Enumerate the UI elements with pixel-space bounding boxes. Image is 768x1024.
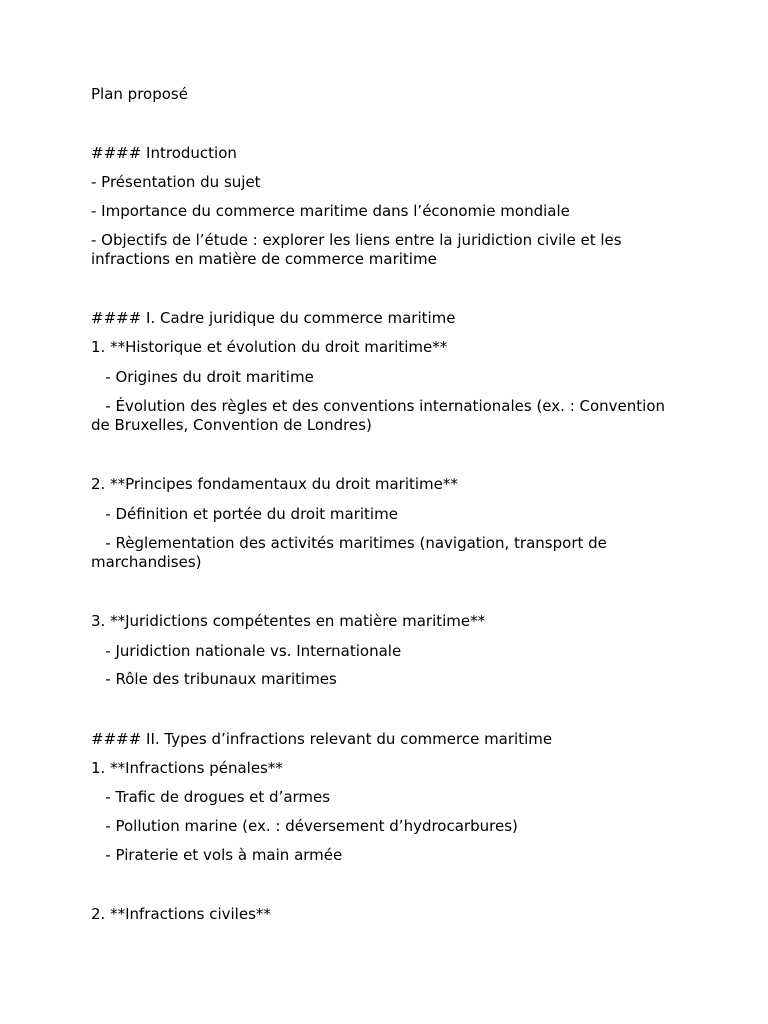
section-2-point-1: 1. **Infractions pénales**: [91, 759, 283, 777]
section-1-point-1-item: - Origines du droit maritime: [91, 368, 314, 386]
section-1-point-3-item: - Juridiction nationale vs. Internationale: [91, 642, 402, 660]
section-1-point-3-item: - Rôle des tribunaux maritimes: [91, 670, 337, 688]
section-1-point-1-item: - Évolution des règles et des conventions internationales (ex. : Convention de Bruxelles, Convention de Londres): [91, 397, 670, 434]
section-1-point-2-item: - Règlementation des activités maritimes (navigation, transport de marchandises): [91, 534, 612, 571]
intro-item: - Présentation du sujet: [91, 173, 261, 191]
section-2-point-1-item: - Trafic de drogues et d’armes: [91, 788, 331, 806]
section-1-point-3: 3. **Juridictions compétentes en matière maritime**: [91, 612, 486, 630]
intro-heading: #### Introduction: [91, 144, 237, 162]
document-title: Plan proposé: [91, 85, 188, 103]
section-1-point-1: 1. **Historique et évolution du droit maritime**: [91, 338, 448, 356]
section-2-point-1-item: - Piraterie et vols à main armée: [91, 846, 343, 864]
section-2-point-1-item: - Pollution marine (ex. : déversement d’hydrocarbures): [91, 817, 518, 835]
intro-item: - Importance du commerce maritime dans l’économie mondiale: [91, 202, 570, 220]
section-2-point-2: 2. **Infractions civiles**: [91, 905, 271, 923]
section-1-point-2-item: - Définition et portée du droit maritime: [91, 505, 398, 523]
section-1-heading: #### I. Cadre juridique du commerce maritime: [91, 309, 456, 327]
intro-item: - Objectifs de l’étude : explorer les liens entre la juridiction civile et les infractions en matière de commerce maritime: [91, 231, 627, 268]
section-1-point-2: 2. **Principes fondamentaux du droit maritime**: [91, 475, 458, 493]
section-2-heading: #### II. Types d’infractions relevant du commerce maritime: [91, 730, 553, 748]
